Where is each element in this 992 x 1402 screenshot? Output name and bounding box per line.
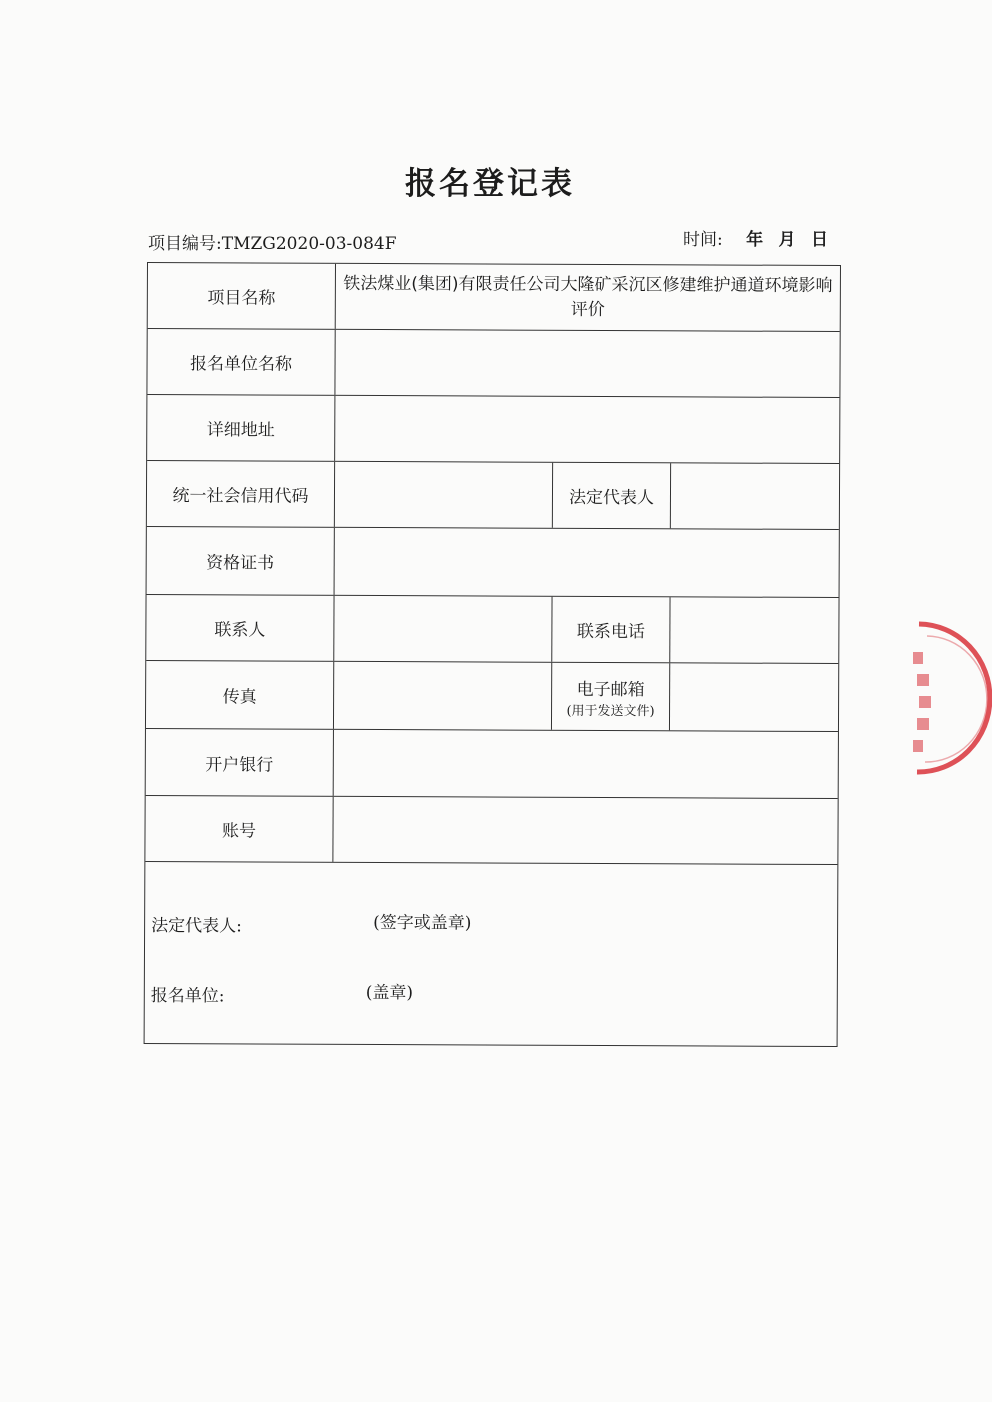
fax-field[interactable] [334, 662, 552, 730]
credit-code-label: 统一社会信用代码 [147, 461, 335, 527]
legal-rep-sign-label: 法定代表人: [151, 916, 242, 937]
certificate-label: 资格证书 [147, 527, 335, 595]
year-label: 年 [746, 230, 764, 250]
row-address [147, 395, 839, 464]
fax-label: 传真 [146, 661, 334, 729]
row-credit-code [147, 461, 839, 530]
row-contact [146, 595, 838, 664]
page-title: 报名登记表 [405, 166, 575, 202]
account-label: 账号 [145, 796, 333, 862]
contact-label: 联系人 [146, 595, 334, 661]
project-name-label: 项目名称 [148, 263, 336, 329]
unit-sign-note: (盖章) [365, 982, 414, 1004]
contact-field[interactable] [334, 596, 552, 662]
unit-name-label: 报名单位名称 [147, 329, 335, 395]
day-label: 日 [810, 230, 828, 250]
credit-code-field[interactable] [335, 462, 553, 528]
address-field[interactable] [335, 396, 839, 463]
row-unit-name [147, 329, 839, 398]
address-label: 详细地址 [147, 395, 335, 461]
project-number: 项目编号:TMZG2020-03-084F [148, 234, 397, 254]
month-label: 月 [778, 230, 796, 250]
row-certificate [147, 527, 839, 598]
registration-form-table [144, 262, 841, 1047]
project-name-value: 铁法煤业(集团)有限责任公司大隆矿采沉区修建维护通道环境影响评价 [343, 273, 833, 320]
email-field[interactable] [670, 663, 838, 731]
red-seal-stamp [905, 612, 992, 782]
legal-rep-sign-line [151, 911, 472, 937]
account-field[interactable] [333, 797, 837, 864]
email-label: 电子邮箱 [576, 679, 645, 700]
unit-name-field[interactable] [335, 330, 839, 397]
bank-field[interactable] [334, 730, 838, 798]
phone-label: 联系电话 [552, 597, 670, 663]
email-note: (用于发送文件) [566, 703, 655, 719]
legal-rep-field[interactable] [671, 463, 839, 529]
phone-field[interactable] [670, 597, 838, 663]
certificate-field[interactable] [335, 528, 839, 597]
row-project-name [148, 263, 840, 332]
unit-sign-label: 报名单位: [150, 986, 225, 1007]
bank-label: 开户银行 [146, 729, 334, 796]
row-bank [146, 729, 838, 799]
date-line [683, 225, 828, 250]
time-label: 时间: [683, 230, 723, 250]
row-fax [146, 661, 838, 732]
row-account [145, 796, 837, 865]
legal-rep-sign-note: (签字或盖章) [373, 912, 472, 934]
legal-rep-label: 法定代表人 [553, 463, 671, 529]
email-label-cell [552, 663, 670, 731]
unit-sign-line [150, 981, 414, 1007]
